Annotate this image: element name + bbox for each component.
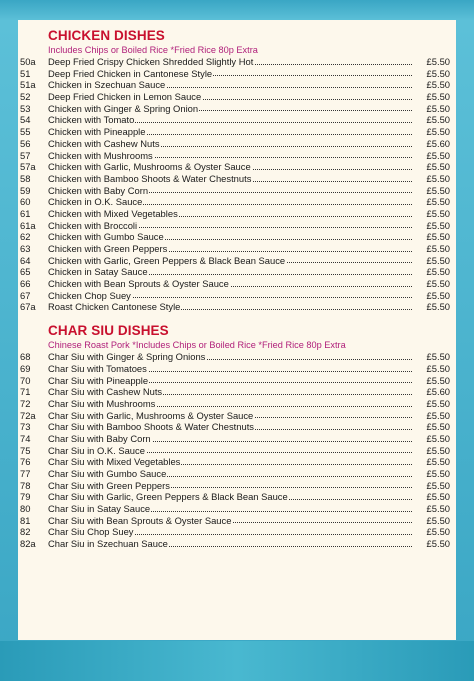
item-name: Chicken with Baby Corn (48, 184, 149, 196)
item-number: 82 (20, 526, 31, 538)
item-name: Chicken with Garlic, Mushrooms & Oyster Sauce (48, 161, 251, 173)
item-name-leader (48, 410, 412, 422)
item-price: £5.50 (426, 409, 450, 421)
menu-item (18, 103, 456, 115)
item-price: £5.50 (426, 278, 450, 290)
item-number: 50a (20, 56, 36, 67)
item-name-leader (48, 538, 412, 550)
item-price: £5.50 (426, 456, 450, 468)
item-price: £5.50 (426, 374, 450, 386)
item-number: 51a (20, 79, 36, 91)
item-name: Char Siu in O.K. Sauce (48, 444, 145, 456)
item-name: Char Siu with Cashew Nuts (48, 386, 163, 398)
item-number: 57 (20, 149, 31, 161)
menu-item (18, 445, 456, 457)
item-name-leader (48, 91, 412, 103)
item-name-leader (48, 433, 412, 445)
menu-item (18, 126, 456, 138)
item-name-leader (48, 266, 412, 278)
item-name: Char Siu with Garlic, Green Peppers & Black Bean Sauce (48, 491, 288, 503)
item-name: Char Siu Chop Suey (48, 526, 134, 538)
item-name: Deep Fried Chicken in Lemon Sauce (48, 91, 202, 103)
item-price: £5.50 (426, 514, 450, 526)
item-name-leader (48, 150, 412, 162)
item-name-leader (48, 445, 412, 457)
item-name-leader (48, 196, 412, 208)
item-price: £5.50 (426, 538, 450, 550)
item-name-leader (48, 456, 412, 468)
item-price: £5.50 (426, 114, 450, 126)
item-name-leader (48, 79, 412, 91)
item-name-leader (48, 114, 412, 126)
section-title: CHAR SIU DISHES (48, 323, 169, 339)
menu-item (18, 433, 456, 445)
item-number: 60 (20, 196, 31, 208)
item-name-leader (48, 126, 412, 138)
menu-item (18, 491, 456, 503)
item-price: £5.50 (426, 266, 450, 278)
item-name: Char Siu with Bamboo Shoots & Water Chestnuts (48, 421, 254, 433)
item-number: 59 (20, 184, 31, 196)
item-name-leader (48, 375, 412, 387)
item-price: £5.50 (426, 161, 450, 173)
item-price: £5.50 (426, 421, 450, 433)
item-number: 75 (20, 444, 31, 456)
menu-item (18, 138, 456, 150)
item-name-leader (48, 220, 412, 232)
item-price: £5.50 (426, 491, 450, 503)
item-price: £5.50 (426, 207, 450, 219)
item-name: Chicken with Mixed Vegetables (48, 207, 178, 219)
char-siu-section (18, 323, 456, 550)
item-price: £5.50 (426, 254, 450, 266)
menu-item (18, 398, 456, 410)
item-number: 78 (20, 479, 31, 491)
item-name: Chicken with Ginger & Spring Onion (48, 102, 199, 114)
menu-item (18, 56, 456, 68)
item-number: 79 (20, 491, 31, 503)
item-number: 81 (20, 514, 31, 526)
item-price: £5.60 (426, 386, 450, 398)
item-price: £5.50 (426, 503, 450, 515)
menu-item (18, 421, 456, 433)
item-name: Char Siu with Baby Corn (48, 432, 151, 444)
item-name: Char Siu with Mixed Vegetables (48, 456, 181, 468)
item-price: £5.50 (426, 196, 450, 208)
item-number: 51 (20, 67, 31, 79)
item-name-leader (48, 503, 412, 515)
item-name: Chicken with Garlic, Green Peppers & Black Bean Sauce (48, 254, 286, 266)
menu-item (18, 91, 456, 103)
item-number: 52 (20, 91, 31, 103)
item-name-leader (48, 161, 412, 173)
item-name-leader (48, 56, 412, 68)
item-number: 72a (20, 409, 36, 421)
item-number: 82a (20, 538, 36, 550)
item-name: Chicken in Szechuan Sauce (48, 79, 166, 91)
item-name-leader (48, 173, 412, 185)
item-name: Char Siu with Ginger & Spring Onions (48, 351, 206, 363)
item-price: £5.50 (426, 444, 450, 456)
item-price: £5.50 (426, 67, 450, 79)
menu-item (18, 301, 456, 313)
menu-page (18, 20, 456, 640)
item-price: £5.50 (426, 301, 450, 313)
item-number: 61 (20, 207, 31, 219)
section-title: CHICKEN DISHES (48, 28, 165, 43)
item-price: £5.50 (426, 479, 450, 491)
menu-item (18, 538, 456, 550)
item-number: 67 (20, 289, 31, 301)
item-price: £5.50 (426, 362, 450, 374)
item-number: 56 (20, 137, 31, 149)
item-name: Char Siu with Tomatoes (48, 362, 147, 374)
item-name: Roast Chicken Cantonese Style (48, 301, 181, 313)
menu-item (18, 220, 456, 232)
item-number: 63 (20, 243, 31, 254)
item-name: Chicken with Pineapple (48, 126, 146, 138)
item-price: £5.50 (426, 126, 450, 138)
menu-item (18, 255, 456, 267)
item-name-leader (48, 526, 412, 538)
item-price: £5.50 (426, 149, 450, 161)
item-number: 65 (20, 266, 31, 278)
item-name: Chicken Chop Suey (48, 289, 131, 301)
menu-item (18, 208, 456, 220)
item-number: 70 (20, 374, 31, 386)
item-number: 62 (20, 231, 31, 243)
item-name: Char Siu with Green Peppers (48, 479, 170, 491)
menu-item (18, 503, 456, 515)
item-name-leader (48, 185, 412, 197)
item-name: Deep Fried Chicken in Cantonese Style (48, 67, 213, 79)
menu-item (18, 410, 456, 422)
item-price: £5.50 (426, 432, 450, 444)
item-price: £5.50 (426, 351, 450, 363)
item-name-leader (48, 208, 412, 220)
item-price: £5.50 (426, 102, 450, 114)
item-name-leader (48, 398, 412, 410)
menu-item (18, 185, 456, 197)
menu-item (18, 351, 456, 363)
item-name: Chicken with Cashew Nuts (48, 137, 160, 149)
item-number: 71 (20, 386, 31, 398)
item-name: Chicken in O.K. Sauce (48, 196, 143, 208)
item-name: Char Siu in Szechuan Sauce (48, 538, 168, 550)
item-name: Chicken with Bean Sprouts & Oyster Sauce (48, 278, 229, 290)
item-number: 61a (20, 219, 36, 231)
item-name-leader (48, 103, 412, 115)
menu-item (18, 468, 456, 480)
item-number: 72 (20, 397, 31, 409)
item-name-leader (48, 480, 412, 492)
item-name-leader (48, 290, 412, 302)
item-name-leader (48, 301, 412, 313)
menu-item (18, 79, 456, 91)
item-name: Char Siu with Gumbo Sauce (48, 468, 167, 479)
menu-item (18, 161, 456, 173)
item-name-leader (48, 138, 412, 150)
item-name: Chicken with Green Peppers (48, 243, 168, 254)
menu-item (18, 68, 456, 80)
item-name: Deep Fried Crispy Chicken Shredded Slightly Hot (48, 56, 254, 67)
item-price: £5.50 (426, 91, 450, 103)
item-price: £5.50 (426, 468, 450, 479)
item-price: £5.50 (426, 397, 450, 409)
menu-item (18, 173, 456, 185)
menu-item (18, 266, 456, 278)
item-name-leader (48, 515, 412, 527)
item-name-leader (48, 386, 412, 398)
item-price: £5.50 (426, 243, 450, 254)
item-price: £5.50 (426, 231, 450, 243)
menu-item (18, 375, 456, 387)
menu-item (18, 480, 456, 492)
item-price: £5.50 (426, 184, 450, 196)
item-name: Chicken with Gumbo Sauce (48, 231, 164, 243)
item-name-leader (48, 351, 412, 363)
menu-item (18, 196, 456, 208)
item-number: 77 (20, 468, 31, 479)
item-number: 80 (20, 503, 31, 515)
menu-item (18, 114, 456, 126)
item-price: £5.50 (426, 172, 450, 184)
item-number: 54 (20, 114, 31, 126)
section-note: Includes Chips or Boiled Rice *Fried Rice 80p Extra (48, 45, 258, 55)
chicken-items (18, 56, 456, 313)
bottom-band (0, 641, 474, 681)
item-price: £5.50 (426, 289, 450, 301)
item-name: Chicken with Mushrooms (48, 149, 153, 161)
item-name-leader (48, 491, 412, 503)
menu-item (18, 290, 456, 302)
item-number: 57a (20, 161, 36, 173)
item-name-leader (48, 421, 412, 433)
item-name-leader (48, 278, 412, 290)
item-price: £5.60 (426, 137, 450, 149)
menu-item (18, 278, 456, 290)
item-price: £5.50 (426, 79, 450, 91)
item-name: Chicken with Tomato (48, 114, 135, 126)
menu-item (18, 386, 456, 398)
item-number: 58 (20, 172, 31, 184)
item-name: Chicken with Broccoli (48, 219, 138, 231)
item-number: 69 (20, 362, 31, 374)
item-name-leader (48, 231, 412, 243)
section-note: Chinese Roast Pork *Includes Chips or Boiled Rice *Fried Rice 80p Extra (48, 340, 346, 351)
item-name: Char Siu with Pineapple (48, 374, 149, 386)
item-number: 74 (20, 432, 31, 444)
menu-item (18, 243, 456, 255)
menu-item (18, 515, 456, 527)
item-name: Chicken in Satay Sauce (48, 266, 148, 278)
item-number: 68 (20, 351, 31, 363)
item-price: £5.50 (426, 526, 450, 538)
item-name-leader (48, 255, 412, 267)
menu-item (18, 231, 456, 243)
item-name: Char Siu with Bean Sprouts & Oyster Sauce (48, 514, 232, 526)
menu-item (18, 456, 456, 468)
item-name-leader (48, 68, 412, 80)
menu-item (18, 363, 456, 375)
item-price: £5.50 (426, 56, 450, 67)
item-name: Char Siu in Satay Sauce (48, 503, 151, 515)
item-name: Chicken with Bamboo Shoots & Water Chestnuts (48, 172, 252, 184)
item-name-leader (48, 243, 412, 255)
item-number: 67a (20, 301, 36, 313)
item-name-leader (48, 468, 412, 480)
item-name: Char Siu with Garlic, Mushrooms & Oyster Sauce (48, 409, 254, 421)
menu-item (18, 150, 456, 162)
item-number: 66 (20, 278, 31, 290)
char-siu-items (18, 351, 456, 550)
chicken-section (18, 28, 456, 313)
item-number: 76 (20, 456, 31, 468)
item-number: 64 (20, 254, 31, 266)
item-name: Char Siu with Mushrooms (48, 397, 156, 409)
item-number: 55 (20, 126, 31, 138)
item-price: £5.50 (426, 219, 450, 231)
menu-item (18, 526, 456, 538)
item-number: 73 (20, 421, 31, 433)
item-name-leader (48, 363, 412, 375)
item-number: 53 (20, 102, 31, 114)
